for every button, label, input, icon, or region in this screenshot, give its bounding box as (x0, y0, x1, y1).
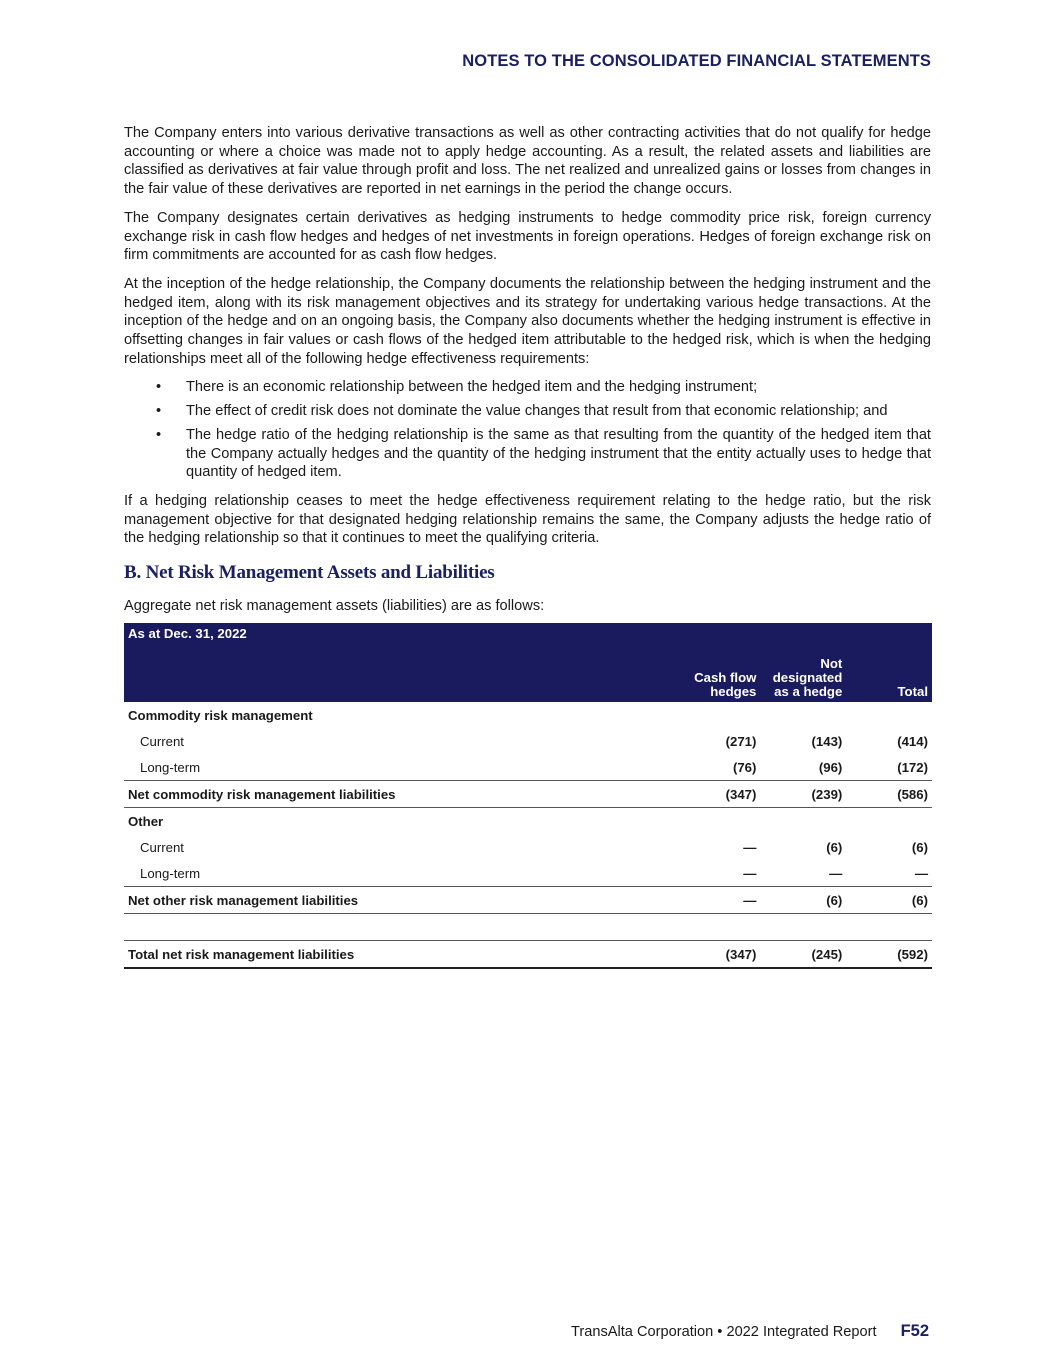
cell-cash-flow: (347) (675, 781, 761, 808)
page-content (124, 124, 931, 969)
cell-total: (592) (846, 941, 932, 969)
table-row (124, 728, 932, 754)
cell-total: (586) (846, 781, 932, 808)
table-subtotal-row (124, 781, 932, 808)
cell-total: (6) (911, 839, 928, 855)
row-label: Current (140, 839, 184, 855)
risk-management-table (124, 623, 932, 969)
group-title: Other (128, 813, 164, 829)
paragraph: The Company designates certain derivatives as hedging instruments to hedge commodity price risk, foreign currency exchange risk in cash flow hedges and hedges of net investments in foreign operations. Hedges of foreign exchange risk on firm commitments are accounted for as cash flow hedges. (124, 209, 931, 264)
paragraph: If a hedging relationship ceases to meet the hedge effectiveness requirement relating to the hedge ratio, but the risk management objective for that designated hedging relationship remains the same, the Company adjusts the hedge ratio of the hedging relationship so that it continues to meet the qualifying criteria. (124, 492, 931, 547)
cell-total: (414) (897, 733, 928, 749)
list-item-text: There is an economic relationship between the hedged item and the hedging instrument; (186, 379, 758, 396)
table-row (124, 834, 932, 860)
cell-not-designated: (245) (760, 941, 846, 969)
cell-total: (172) (897, 759, 928, 775)
list-item (124, 402, 931, 421)
table-group-row (124, 808, 932, 835)
row-label: Net commodity risk management liabilities (124, 781, 675, 808)
page-header-title: NOTES TO THE CONSOLIDATED FINANCIAL STATEMENTS (462, 52, 931, 70)
column-header: Not designated as a hedge (760, 646, 846, 702)
row-label: Long-term (140, 865, 201, 881)
footer-report-name: TransAlta Corporation • 2022 Integrated Report (571, 1324, 877, 1340)
section-heading: B. Net Risk Management Assets and Liabilities (124, 562, 495, 584)
paragraph: The Company enters into various derivative transactions as well as other contracting activities that do not qualify for hedge accounting or where a choice was made not to apply hedge accounting. As a result, the related assets and liabilities are classified as derivatives at fair value through profit and loss. The net realized and unrealized gains or losses from changes in the fair value of these derivatives are reported in net earnings in the period the change occurs. (124, 125, 931, 198)
cell-cash-flow: — (743, 839, 757, 855)
cell-total: — (914, 865, 928, 881)
row-label: Total net risk management liabilities (124, 941, 675, 969)
list-item-text: The effect of credit risk does not dominate the value changes that result from that economic relationship; and (186, 403, 888, 420)
list-item (124, 426, 931, 482)
list-item (124, 378, 931, 397)
cell-cash-flow: — (675, 887, 761, 914)
cell-not-designated: (143) (811, 733, 843, 749)
table-header-blank (124, 646, 675, 702)
table-group-row (124, 702, 932, 728)
page-number: F52 (900, 1322, 929, 1340)
table-date-label: As at Dec. 31, 2022 (124, 623, 932, 646)
cell-cash-flow: (347) (675, 941, 761, 969)
paragraph: At the inception of the hedge relationship, the Company documents the relationship between the hedging instrument and the hedged item, along with its risk management objectives and its strategy for undertaking various hedge transactions. At the inception of the hedge and on an ongoing basis, the Company also documents whether the hedging instrument is effective in offsetting changes in fair values or cash flows of the hedged item attributable to the hedged risk, which is when the hedging relationships meet all of the following hedge effectiveness requirements: (124, 275, 931, 367)
cell-not-designated: — (829, 865, 843, 881)
table-header-row (124, 623, 932, 646)
cell-not-designated: (96) (818, 759, 843, 775)
list-item-text: The hedge ratio of the hedging relationship is the same as that resulting from the quantity of the hedged item that the Company actually hedges and the quantity of the hedging instrument that the entity actually uses to hedge that quantity of hedged item. (186, 426, 931, 481)
cell-cash-flow: — (743, 865, 757, 881)
bullet-icon: • (156, 403, 162, 420)
table-subtotal-row (124, 887, 932, 914)
table-row (124, 860, 932, 887)
table-spacer-row (124, 914, 932, 941)
page-footer (571, 1322, 929, 1341)
cell-total: (6) (846, 887, 932, 914)
group-title: Commodity risk management (128, 707, 313, 723)
table-total-row (124, 941, 932, 969)
cell-not-designated: (239) (760, 781, 846, 808)
column-header: Cash flow hedges (675, 646, 761, 702)
cell-not-designated: (6) (760, 887, 846, 914)
row-label: Net other risk management liabilities (124, 887, 675, 914)
row-label: Long-term (140, 759, 201, 775)
bullet-icon: • (156, 426, 162, 443)
column-header: Total (846, 646, 932, 702)
cell-cash-flow: (76) (732, 759, 757, 775)
cell-not-designated: (6) (826, 839, 843, 855)
table-row (124, 754, 932, 781)
cell-cash-flow: (271) (725, 733, 757, 749)
section-intro: Aggregate net risk management assets (liabilities) are as follows: (124, 598, 545, 615)
bullet-icon: • (156, 379, 162, 396)
row-label: Current (140, 733, 184, 749)
table-column-headers (124, 646, 932, 702)
requirements-list (124, 378, 931, 482)
